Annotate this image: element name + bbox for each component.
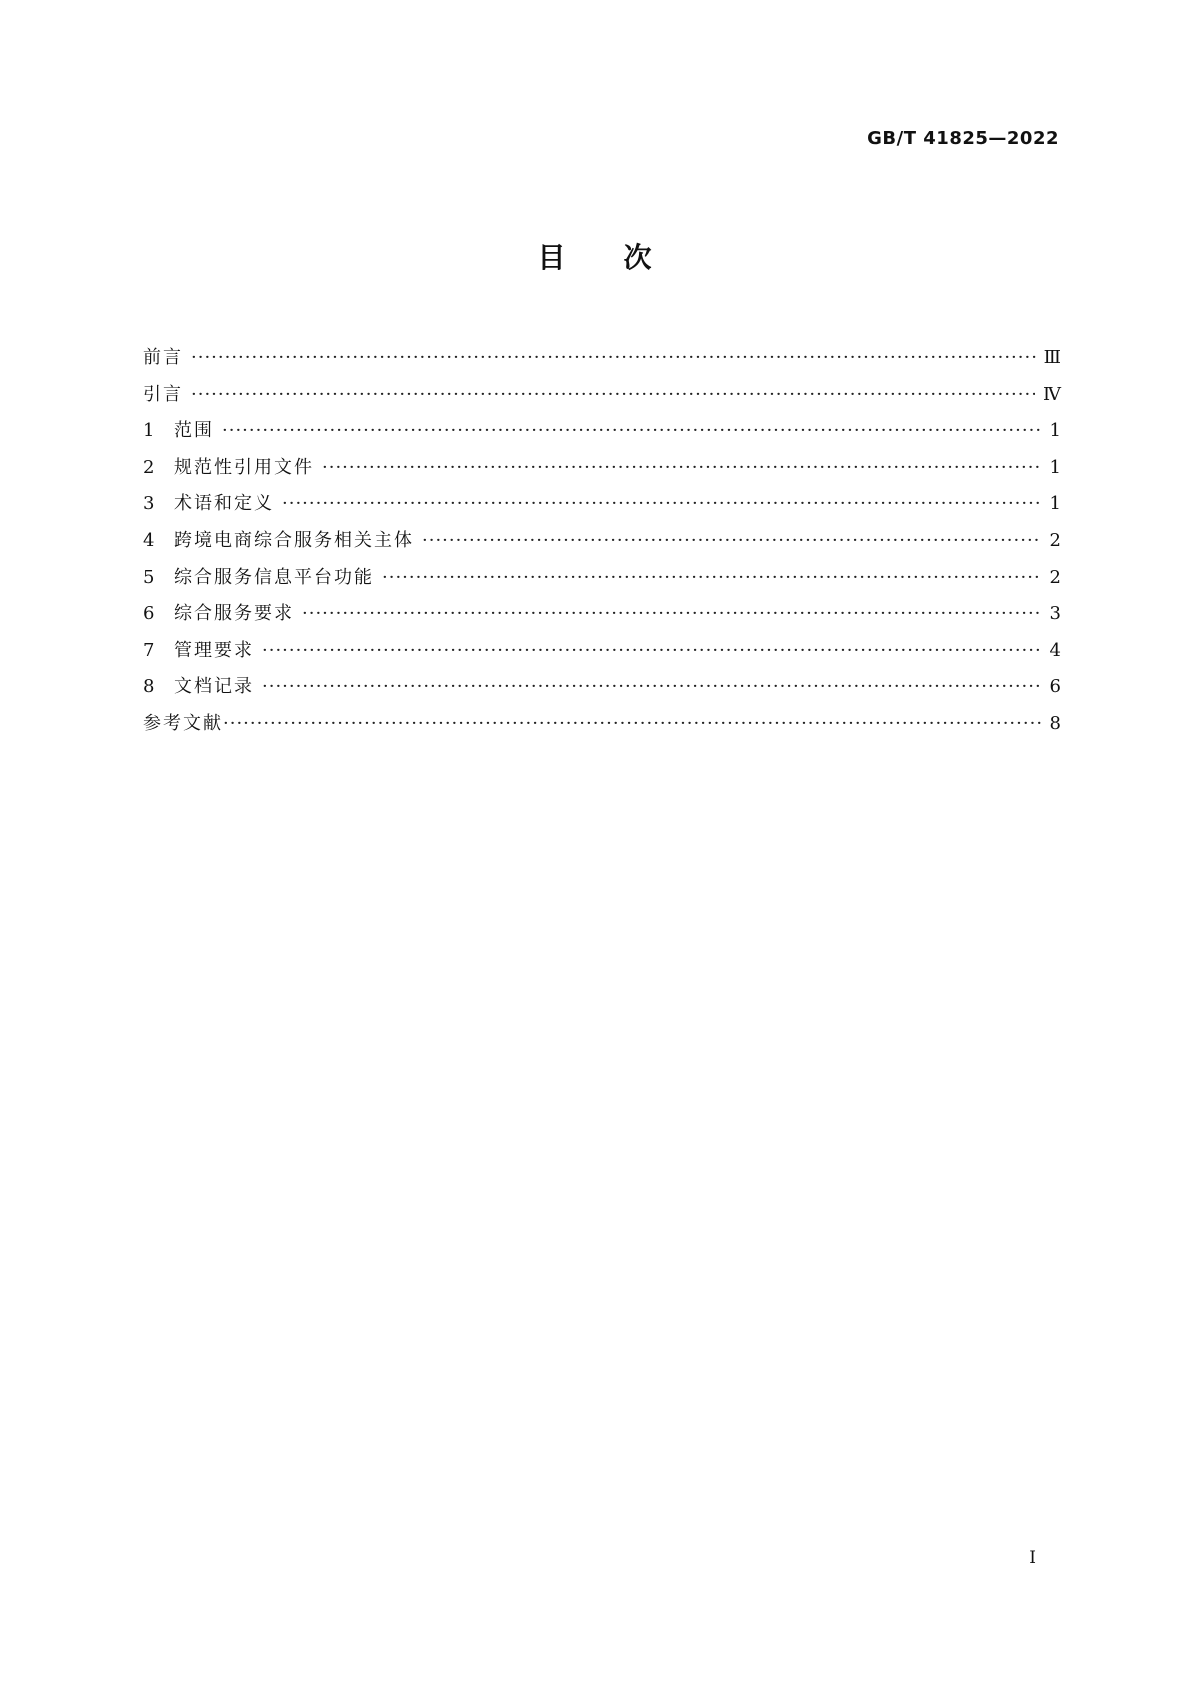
toc-entry-page: 6	[1049, 676, 1061, 698]
toc-entry-number: 8	[143, 676, 155, 698]
toc-entry-label: 文档记录	[174, 676, 254, 698]
toc-entry-terms-definitions[interactable]	[143, 486, 1061, 523]
toc-entry-label: 范围	[174, 420, 214, 442]
toc-entry-normative-references[interactable]	[143, 450, 1061, 487]
toc-entry-introduction[interactable]	[143, 377, 1061, 414]
toc-entry-service-requirements[interactable]	[143, 596, 1061, 633]
toc-leader-dots	[262, 633, 1041, 670]
toc-entry-management-requirements[interactable]	[143, 633, 1061, 670]
title-part-1: 目	[537, 241, 568, 274]
toc-leader-dots	[282, 486, 1041, 523]
page-title	[0, 236, 1191, 276]
toc-entry-page: Ⅲ	[1043, 347, 1061, 368]
toc-entry-page: Ⅳ	[1043, 383, 1061, 405]
toc-entry-page: 4	[1049, 639, 1061, 661]
toc-entry-number: 3	[143, 493, 155, 515]
toc-entry-label: 综合服务要求	[174, 603, 294, 625]
toc-entry-page: 1	[1049, 456, 1061, 478]
toc-leader-dots	[322, 450, 1041, 487]
toc-entry-number: 4	[143, 529, 155, 551]
toc-entry-label: 前言	[143, 347, 183, 368]
toc-entry-label: 参考文献	[143, 712, 223, 734]
toc-leader-dots	[262, 669, 1041, 706]
toc-leader-dots	[223, 706, 1041, 743]
toc-entry-number: 5	[143, 566, 155, 588]
standard-code: GB/T 41825—2022	[867, 128, 1059, 149]
toc-leader-dots	[422, 523, 1041, 560]
toc-entry-number: 7	[143, 639, 155, 661]
toc-entry-number: 6	[143, 603, 155, 625]
toc-leader-dots	[191, 340, 1036, 377]
toc-entry-number: 1	[143, 420, 155, 442]
toc-entry-bibliography[interactable]	[143, 706, 1061, 743]
page-number: Ⅰ	[1029, 1548, 1036, 1568]
toc-leader-dots	[222, 413, 1041, 450]
toc-entry-document-records[interactable]	[143, 669, 1061, 706]
toc-entry-page: 1	[1049, 420, 1061, 442]
toc-entry-label: 管理要求	[174, 639, 254, 661]
toc-entry-page: 1	[1049, 493, 1061, 515]
toc-entry-label: 规范性引用文件	[174, 456, 314, 478]
toc-entry-page: 2	[1049, 529, 1061, 551]
table-of-contents	[143, 340, 1061, 743]
toc-entry-page: 3	[1049, 603, 1061, 625]
toc-entry-page: 2	[1049, 566, 1061, 588]
toc-entry-label: 术语和定义	[174, 493, 274, 515]
toc-entry-page: 8	[1049, 712, 1061, 734]
toc-entry-label: 跨境电商综合服务相关主体	[174, 529, 414, 551]
toc-leader-dots	[382, 560, 1041, 597]
toc-entry-platform-functions[interactable]	[143, 560, 1061, 597]
toc-entry-label: 综合服务信息平台功能	[174, 566, 374, 588]
toc-leader-dots	[302, 596, 1041, 633]
toc-entry-scope[interactable]	[143, 413, 1061, 450]
toc-entry-number: 2	[143, 456, 155, 478]
toc-entry-label: 引言	[143, 383, 183, 405]
title-part-2: 次	[623, 241, 654, 274]
toc-entry-foreword[interactable]	[143, 340, 1061, 377]
toc-entry-related-parties[interactable]	[143, 523, 1061, 560]
toc-leader-dots	[191, 377, 1035, 414]
